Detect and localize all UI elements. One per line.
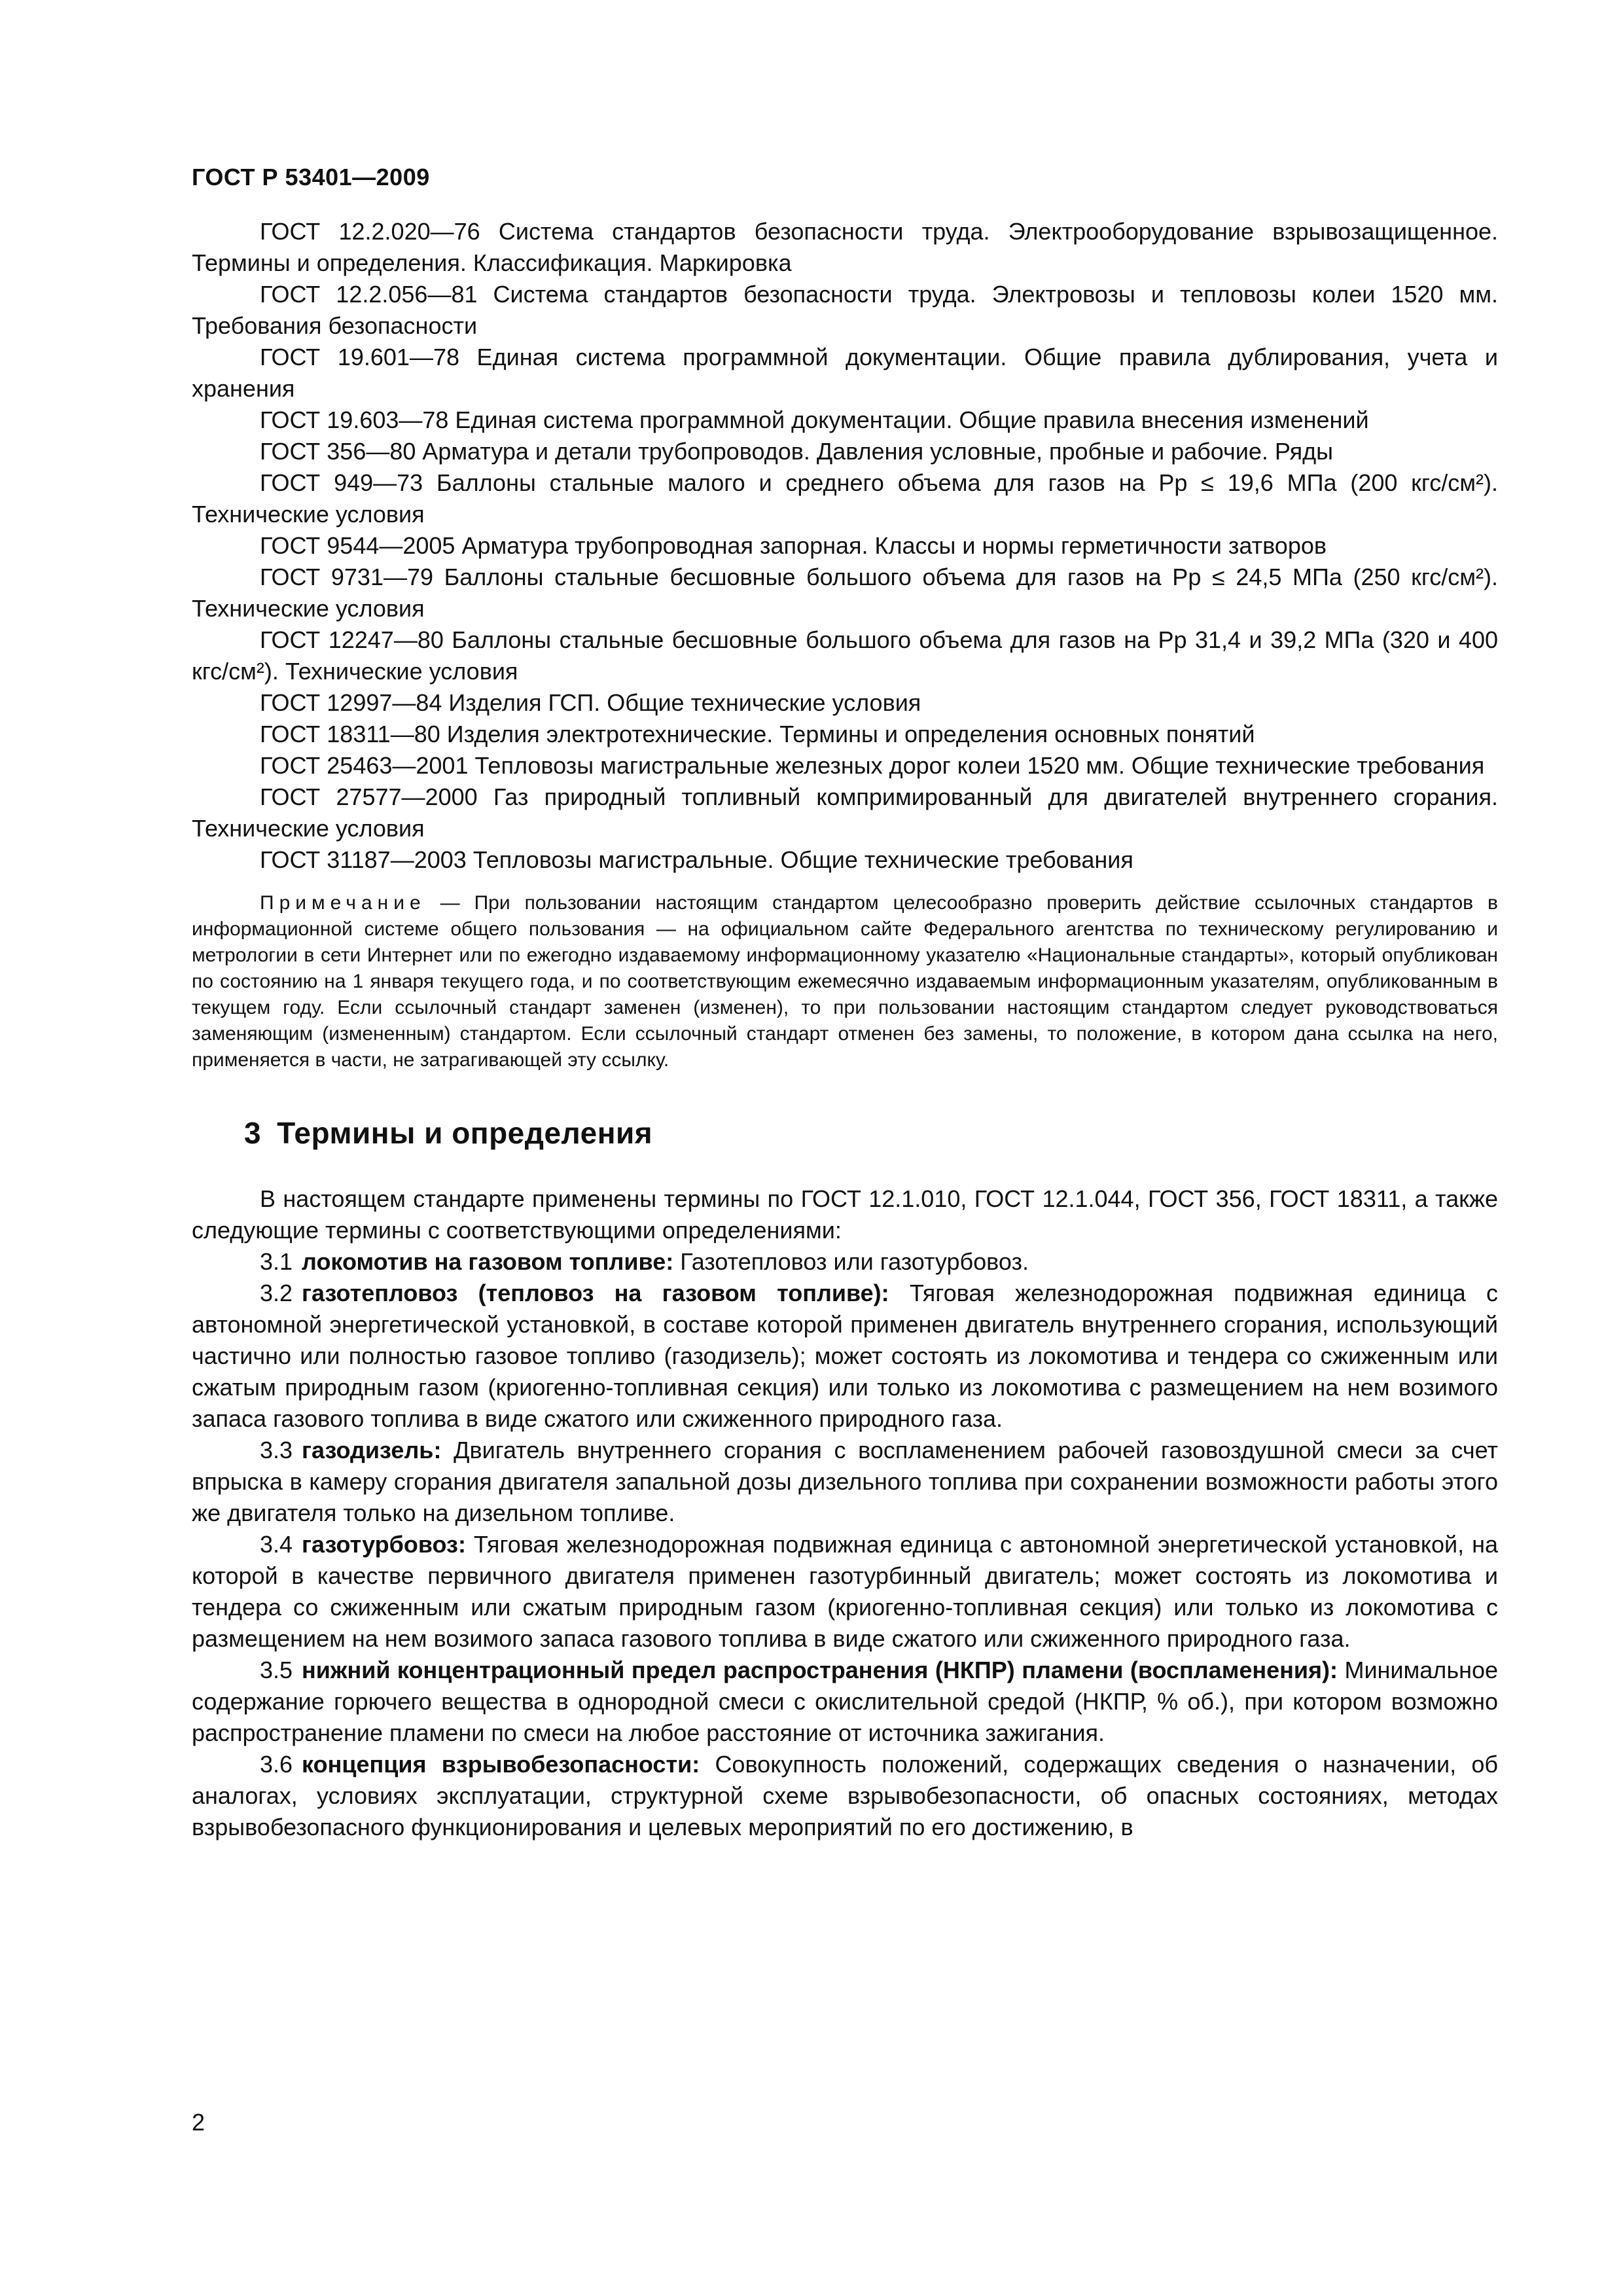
section-heading [244, 1115, 1498, 1151]
terms-list [192, 1183, 1498, 1843]
page-content [192, 216, 1498, 1843]
term-number: 3.4 [260, 1531, 293, 1558]
term-name: газотепловоз (тепловоз на газовом топливе): [302, 1280, 889, 1306]
reference-item: ГОСТ 25463—2001 Тепловозы магистральные железных дорог колеи 1520 мм. Общие технические требования [260, 752, 1485, 779]
term-definition: Совокупность положений, содержащих сведения о назначении, об аналогах, условиях эксплуатации, структурной схеме взрывобезопасности, об опасных состояниях, методах взрывобезопасного функционирования и целевых мероприятий по его достижению, в [192, 1751, 1498, 1840]
term-definition: Тяговая железнодорожная подвижная единица с автономной энергетической установкой, на которой в качестве первичного двигателя применен газотурбинный двигатель; может состоять из локомотива и тендера со сжиженным или сжатым природным газом (криогенно-топливная секция) или только из локомотива с размещением на нем возимого запаса газового топлива в виде сжатого или сжиженного природного газа. [192, 1531, 1498, 1652]
term-number: 3.6 [260, 1751, 293, 1778]
reference-item: ГОСТ 9731—79 Баллоны стальные бесшовные большого объема для газов на Pр ≤ 24,5 МПа (250 кгс/см²). Технические условия [192, 564, 1498, 622]
term-definition: Газотепловоз или газотурбовоз. [673, 1248, 1029, 1275]
term-definition: Тяговая железнодорожная подвижная единица с автономной энергетической установкой, в составе которой применен двигатель внутреннего сгорания, использующий частично или полностью газовое топливо (газодизель); может состоять из локомотива и тендера со сжиженным или сжатым природным газом (криогенно-топливная секция) или только из локомотива с размещением на нем возимого запаса газового топлива в виде сжатого или сжиженного природного газа. [192, 1280, 1498, 1432]
note-text: — При пользовании настоящим стандартом целесообразно проверить действие ссылочных стандартов в информационной системе общего пользования — на официальном сайте Федерального агентства по техническому регулированию и метрологии в сети Интернет или по ежегодно издаваемому информационному указателю «Национальные стандарты», который опубликован по состоянию на 1 января текущего года, и по соответствующим ежемесячно издаваемым информационным указателям, опубликованным в текущем году. Если ссылочный стандарт заменен (изменен), то при пользовании настоящим стандартом следует руководствоваться заменяющим (измененным) стандартом. Если ссылочный стандарт отменен без замены, то положение, в котором дана ссылка на него, применяется в части, не затрагивающей эту ссылку. [192, 892, 1498, 1071]
term-name: нижний концентрационный предел распространения (НКПР) пламени (воспламенения): [302, 1657, 1338, 1683]
term-item [192, 1655, 1498, 1749]
reference-item: ГОСТ 356—80 Арматура и детали трубопроводов. Давления условные, пробные и рабочие. Ряды [260, 438, 1334, 465]
term-number: 3.5 [260, 1657, 293, 1683]
term-number: 3.3 [260, 1437, 293, 1463]
term-name: локомотив на газовом топливе: [302, 1248, 674, 1275]
reference-item: ГОСТ 12.2.056—81 Система стандартов безопасности труда. Электровозы и тепловозы колеи 1520 мм. Требования безопасности [192, 281, 1498, 339]
term-item [192, 1246, 1498, 1278]
term-name: газодизель: [302, 1437, 442, 1463]
normative-references-list [192, 216, 1498, 876]
term-number: 3.1 [260, 1248, 293, 1275]
term-name: газотурбовоз: [302, 1531, 466, 1558]
note-block [192, 890, 1498, 1073]
note-label: Примечание [260, 892, 426, 914]
section-title: Термины и определения [277, 1116, 653, 1150]
reference-item: ГОСТ 12997—84 Изделия ГСП. Общие технические условия [260, 689, 921, 716]
reference-item: ГОСТ 9544—2005 Арматура трубопроводная запорная. Классы и нормы герметичности затворов [260, 532, 1327, 559]
section-number: 3 [244, 1116, 262, 1150]
reference-item: ГОСТ 12.2.020—76 Система стандартов безопасности труда. Электрооборудование взрывозащищенное. Термины и определения. Классификация. Маркировка [192, 218, 1498, 276]
page-number: 2 [192, 2109, 205, 2136]
reference-item: ГОСТ 18311—80 Изделия электротехнические. Термины и определения основных понятий [260, 721, 1255, 747]
reference-item: ГОСТ 31187—2003 Тепловозы магистральные. Общие технические требования [260, 846, 1133, 873]
reference-item: ГОСТ 27577—2000 Газ природный топливный компримированный для двигателей внутреннего сгорания. Технические условия [192, 783, 1498, 842]
term-item [192, 1749, 1498, 1843]
term-item [192, 1435, 1498, 1529]
term-item [192, 1278, 1498, 1435]
reference-item: ГОСТ 19.601—78 Единая система программной документации. Общие правила дублирования, учета и хранения [192, 344, 1498, 402]
reference-item: ГОСТ 19.603—78 Единая система программной документации. Общие правила внесения изменений [260, 406, 1369, 433]
section-intro: В настоящем стандарте применены термины по ГОСТ 12.1.010, ГОСТ 12.1.044, ГОСТ 356, ГОСТ 18311, а также следующие термины с соответствующими определениями: [192, 1185, 1498, 1244]
term-definition: Минимальное содержание горючего вещества в однородной смеси с окислительной средой (НКПР, % об.), при котором возможно распространение пламени по смеси на любое расстояние от источника зажигания. [192, 1657, 1498, 1746]
reference-item: ГОСТ 949—73 Баллоны стальные малого и среднего объема для газов на Pр ≤ 19,6 МПа (200 кгс/см²). Технические условия [192, 469, 1498, 528]
term-name: концепция взрывобезопасности: [302, 1751, 700, 1778]
term-item [192, 1529, 1498, 1655]
reference-item: ГОСТ 12247—80 Баллоны стальные бесшовные большого объема для газов на Pр 31,4 и 39,2 МПа (320 и 400 кгс/см²). Технические условия [192, 626, 1498, 685]
term-number: 3.2 [260, 1280, 293, 1306]
standard-header: ГОСТ Р 53401—2009 [192, 164, 430, 190]
term-definition: Двигатель внутреннего сгорания с воспламенением рабочей газовоздушной смеси за счет впрыска в камеру сгорания двигателя запальной дозы дизельного топлива при сохранении возможности работы этого же двигателя только на дизельном топливе. [192, 1437, 1498, 1526]
